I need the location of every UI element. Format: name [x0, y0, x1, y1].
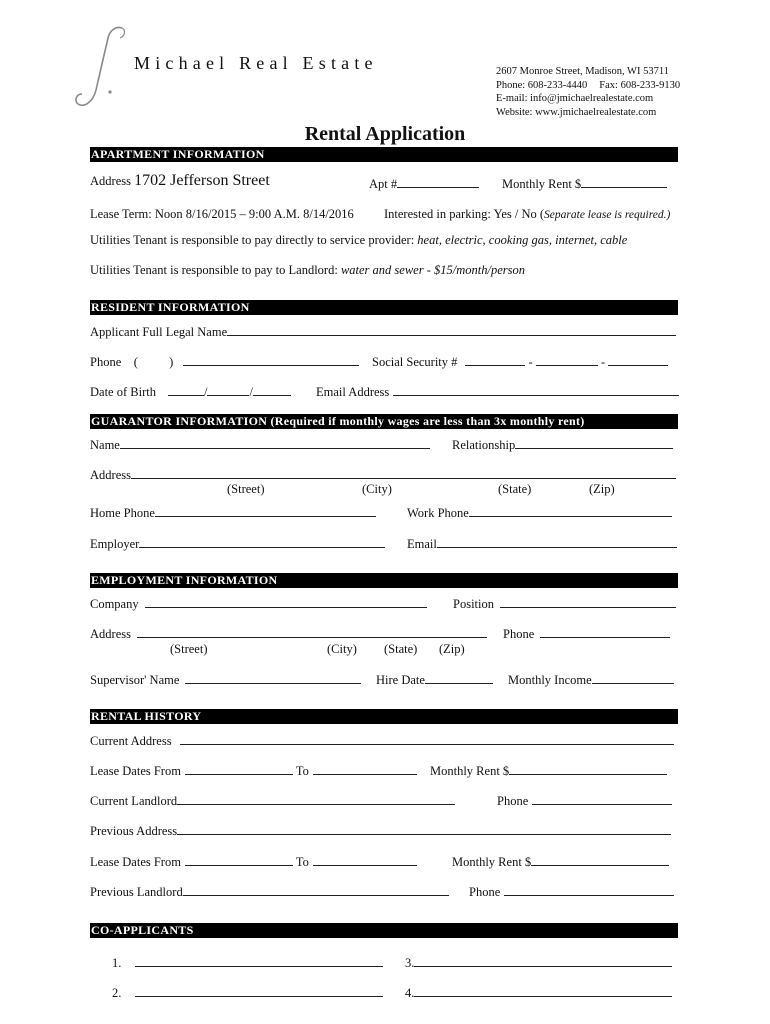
resident-email-label: Email Address: [316, 385, 390, 399]
dob-field[interactable]: [90, 384, 291, 400]
co-applicant-4-number: 4.: [405, 986, 415, 1000]
previous-landlord-input[interactable]: [183, 884, 449, 896]
guarantor-employer-label: Employer: [90, 537, 140, 551]
supervisor-name-input[interactable]: [185, 672, 361, 684]
utilities-provider-value: heat, electric, cooking gas, internet, cable: [417, 233, 628, 247]
employment-company-label: Company: [90, 597, 139, 611]
current-rent-label: Monthly Rent $: [430, 764, 510, 778]
guarantor-state-caption: (State): [498, 482, 532, 496]
guarantor-street-caption: (Street): [227, 482, 265, 496]
lease-dates-to-label: To: [295, 855, 309, 869]
previous-landlord-field[interactable]: [90, 884, 449, 900]
employment-address-field[interactable]: [90, 626, 487, 642]
utilities-landlord-row: [90, 263, 525, 278]
ssn-label: Social Security #: [372, 355, 458, 369]
guarantor-address-label: Address: [90, 468, 131, 482]
employment-address-input[interactable]: [137, 626, 487, 638]
company-address: 2607 Monroe Street, Madison, WI 53711: [496, 66, 669, 77]
hire-date-input[interactable]: [425, 672, 493, 684]
guarantor-email-label: Email: [407, 537, 437, 551]
guarantor-name-input[interactable]: [120, 437, 430, 449]
employment-company-field[interactable]: [90, 596, 427, 612]
previous-address-label: Previous Address: [90, 824, 178, 838]
resident-phone-input[interactable]: [183, 354, 359, 366]
guarantor-employer-input[interactable]: [139, 536, 385, 548]
previous-address-field[interactable]: [90, 823, 671, 839]
applicant-name-field[interactable]: [90, 324, 676, 340]
hire-date-field[interactable]: [376, 672, 493, 688]
previous-lease-dates-field[interactable]: [90, 854, 417, 870]
co-applicant-1-input[interactable]: [135, 955, 383, 967]
co-applicant-4-input[interactable]: [414, 985, 672, 997]
guarantor-work-phone-label: Work Phone: [407, 506, 469, 520]
lease-dates-from-label: Lease Dates From: [90, 764, 181, 778]
apt-number-input[interactable]: [397, 176, 479, 188]
employment-street-caption: (Street): [170, 642, 208, 656]
guarantor-home-phone-field[interactable]: [90, 505, 376, 521]
apartment-address-label: Address: [90, 174, 131, 188]
dob-day-input[interactable]: [207, 384, 249, 396]
hire-date-label: Hire Date: [376, 673, 425, 687]
current-rent-input[interactable]: [509, 763, 667, 775]
co-applicant-3-number: 3.: [405, 956, 415, 970]
dob-month-input[interactable]: [168, 384, 204, 396]
current-rent-field[interactable]: [430, 763, 667, 779]
resident-phone-field[interactable]: [90, 354, 359, 370]
section-apartment-information: APARTMENT INFORMATION: [90, 147, 678, 162]
guarantor-relationship-label: Relationship: [452, 438, 516, 452]
utilities-landlord-value: water and sewer - $15/month/person: [340, 263, 525, 277]
guarantor-email-field[interactable]: [407, 536, 677, 552]
current-address-field[interactable]: [90, 733, 674, 749]
applicant-name-label: Applicant Full Legal Name: [90, 325, 228, 339]
guarantor-home-phone-label: Home Phone: [90, 506, 155, 520]
dob-slash: /: [203, 385, 208, 399]
previous-rent-input[interactable]: [531, 854, 669, 866]
guarantor-name-field[interactable]: [90, 437, 430, 453]
guarantor-relationship-field[interactable]: [452, 437, 673, 453]
current-landlord-phone-input[interactable]: [532, 793, 672, 805]
parking-note: Separate lease is required.): [544, 209, 671, 221]
section-employment-information: EMPLOYMENT INFORMATION: [90, 573, 678, 588]
previous-address-input[interactable]: [177, 823, 671, 835]
employment-city-caption: (City): [327, 642, 357, 656]
resident-email-field[interactable]: [316, 384, 679, 400]
employment-state-caption: (State): [384, 642, 418, 656]
parking-label: Interested in parking: Yes / No (: [384, 207, 545, 221]
company-website: Website: www.jmichaelrealestate.com: [496, 106, 657, 118]
previous-rent-field[interactable]: [452, 854, 669, 870]
previous-lease-to-input[interactable]: [313, 854, 417, 866]
monthly-rent-input[interactable]: [581, 176, 667, 188]
guarantor-address-input[interactable]: [131, 467, 676, 479]
current-landlord-input[interactable]: [177, 793, 455, 805]
employment-address-label: Address: [90, 627, 131, 641]
current-landlord-phone-label: Phone: [497, 794, 529, 808]
lease-term: Lease Term: Noon 8/16/2015 – 9:00 A.M. 8/14/2016: [90, 207, 354, 221]
monthly-rent-label: Monthly Rent $: [502, 177, 582, 191]
employment-position-input[interactable]: [500, 596, 676, 608]
monthly-income-input[interactable]: [592, 672, 674, 684]
current-landlord-label: Current Landlord: [90, 794, 178, 808]
previous-landlord-label: Previous Landlord: [90, 885, 183, 899]
ssn-dash: -: [528, 355, 533, 369]
employment-phone-label: Phone: [503, 627, 535, 641]
section-guarantor-information: GUARANTOR INFORMATION (Required if monthly wages are less than 3x monthly rent): [90, 414, 678, 429]
company-fax: Fax: 608-233-9130: [599, 79, 681, 91]
lease-dates-to-label: To: [295, 764, 309, 778]
guarantor-email-input[interactable]: [437, 536, 677, 548]
dob-year-input[interactable]: [253, 384, 291, 396]
lease-dates-from-label: Lease Dates From: [90, 855, 181, 869]
dob-label: Date of Birth: [90, 385, 156, 399]
supervisor-name-field[interactable]: [90, 672, 361, 688]
utilities-provider-label: Utilities Tenant is responsible to pay directly to service provider:: [90, 233, 418, 247]
previous-landlord-phone-label: Phone: [469, 885, 501, 899]
applicant-name-input[interactable]: [227, 324, 676, 336]
ssn-part1-input[interactable]: [465, 354, 525, 366]
previous-lease-from-input[interactable]: [185, 854, 293, 866]
monthly-rent-field[interactable]: [502, 176, 667, 192]
ssn-dash: -: [600, 355, 606, 369]
co-applicant-3-field[interactable]: [405, 955, 672, 971]
previous-landlord-phone-input[interactable]: [504, 884, 674, 896]
employment-zip-caption: (Zip): [439, 642, 465, 656]
current-lease-to-input[interactable]: [313, 763, 417, 775]
guarantor-home-phone-input[interactable]: [155, 505, 376, 517]
company-name: Michael Real Estate: [134, 53, 378, 73]
resident-phone-label: Phone ( ): [90, 355, 174, 369]
ssn-part2-input[interactable]: [536, 354, 598, 366]
guarantor-employer-field[interactable]: [90, 536, 385, 552]
apartment-address-value: 1702 Jefferson Street: [134, 172, 270, 189]
apt-number-label: Apt #: [369, 177, 398, 191]
contact-block: [496, 65, 680, 119]
supervisor-name-label: Supervisor' Name: [90, 673, 180, 687]
employment-phone-input[interactable]: [540, 626, 670, 638]
co-applicant-3-input[interactable]: [414, 955, 672, 967]
utilities-provider-row: [90, 233, 627, 248]
co-applicant-2-number: 2.: [112, 986, 122, 1000]
utilities-landlord-label: Utilities Tenant is responsible to pay to Landlord:: [90, 263, 341, 277]
co-applicant-2-input[interactable]: [135, 985, 383, 997]
monthly-income-label: Monthly Income: [508, 673, 592, 687]
current-address-input[interactable]: [180, 733, 674, 745]
co-applicant-1-field[interactable]: [112, 955, 383, 971]
current-lease-from-input[interactable]: [185, 763, 293, 775]
section-rental-history: RENTAL HISTORY: [90, 709, 678, 724]
guarantor-work-phone-input[interactable]: [469, 505, 672, 517]
guarantor-zip-caption: (Zip): [589, 482, 615, 496]
monthly-income-field[interactable]: [508, 672, 674, 688]
apt-number-field[interactable]: [369, 176, 479, 192]
ssn-part3-input[interactable]: [608, 354, 668, 366]
dob-slash: /: [249, 385, 253, 399]
employment-phone-field[interactable]: [503, 626, 670, 642]
employment-position-field[interactable]: [453, 596, 676, 612]
current-landlord-phone-field[interactable]: [497, 793, 672, 809]
guarantor-city-caption: (City): [362, 482, 392, 496]
company-logo-j: [70, 24, 140, 114]
guarantor-work-phone-field[interactable]: [407, 505, 672, 521]
co-applicant-4-field[interactable]: [405, 985, 672, 1001]
current-landlord-field[interactable]: [90, 793, 455, 809]
apartment-address-row: [90, 173, 270, 189]
co-applicant-2-field[interactable]: [112, 985, 383, 1001]
section-co-applicants: CO-APPLICANTS: [90, 923, 678, 938]
company-phone: Phone: 608-233-4440: [496, 79, 588, 91]
section-resident-information: RESIDENT INFORMATION: [90, 300, 678, 315]
resident-email-input[interactable]: [393, 384, 679, 396]
guarantor-name-label: Name: [90, 438, 120, 452]
guarantor-relationship-input[interactable]: [515, 437, 673, 449]
previous-rent-label: Monthly Rent $: [452, 855, 532, 869]
employment-company-input[interactable]: [145, 596, 427, 608]
ssn-field[interactable]: [372, 354, 668, 370]
current-address-label: Current Address: [90, 734, 172, 748]
company-email: E-mail: info@jmichaelrealestate.com: [496, 93, 654, 105]
current-lease-dates-field[interactable]: [90, 763, 417, 779]
previous-landlord-phone-field[interactable]: [469, 884, 674, 900]
page-title: Rental Application: [304, 123, 466, 145]
parking-interest[interactable]: [384, 207, 670, 223]
employment-position-label: Position: [453, 597, 494, 611]
guarantor-address-field[interactable]: [90, 467, 676, 483]
co-applicant-1-number: 1.: [112, 956, 122, 970]
